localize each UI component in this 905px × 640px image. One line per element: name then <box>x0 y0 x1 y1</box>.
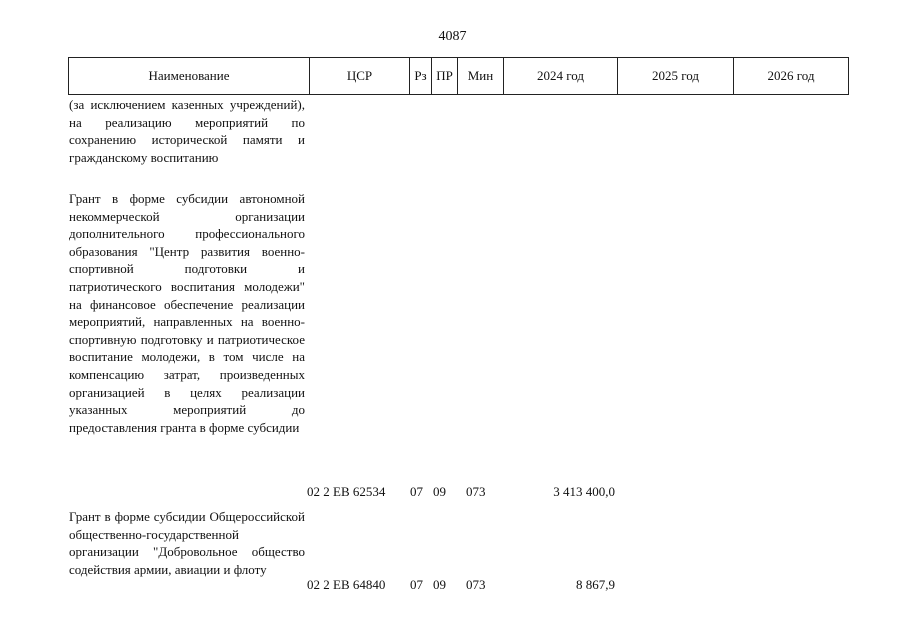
row-rz: 07 <box>410 577 423 592</box>
header-csr: ЦСР <box>309 57 409 95</box>
header-rz: Рз <box>409 57 431 95</box>
header-name: Наименование <box>68 57 309 95</box>
header-min: Мин <box>457 57 503 95</box>
row-csr: 02 2 ЕВ 62534 <box>307 484 386 499</box>
row-rz: 07 <box>410 484 423 499</box>
row-2024-value: 8 867,9 <box>576 577 615 592</box>
header-2024: 2024 год <box>503 57 617 95</box>
row-2024-value: 3 413 400,0 <box>553 484 615 499</box>
page-number: 4087 <box>438 29 467 44</box>
header-2026: 2026 год <box>733 57 849 95</box>
row-min: 073 <box>466 484 486 499</box>
row-pr: 09 <box>433 577 446 592</box>
row-name: (за исключением казенных учреждений), на реализацию мероприятий по сохранению исторической памяти и гражданскому воспитанию <box>69 97 305 165</box>
header-pr: ПР <box>431 57 457 95</box>
row-pr: 09 <box>433 484 446 499</box>
row-name: Грант в форме субсидии Общероссийской общественно-государственной организации "Добровольное общество содействия армии, авиации и флоту <box>69 509 305 577</box>
header-2025: 2025 год <box>617 57 733 95</box>
row-name: Грант в форме субсидии автономной некоммерческой организации дополнительного профессионального образования "Центр развития военно-спортивной подготовки и патриотического воспитания молодежи" на финансовое обеспечение реализации мероприятий, направленных на военно-спортивную подготовку и патриотическое воспитание молодежи, в том числе на компенсацию затрат, произведенных организацией в целях реализации указанных мероприятий до предоставления гранта в форме субсидии <box>69 191 305 435</box>
row-csr: 02 2 ЕВ 64840 <box>307 577 386 592</box>
row-min: 073 <box>466 577 486 592</box>
